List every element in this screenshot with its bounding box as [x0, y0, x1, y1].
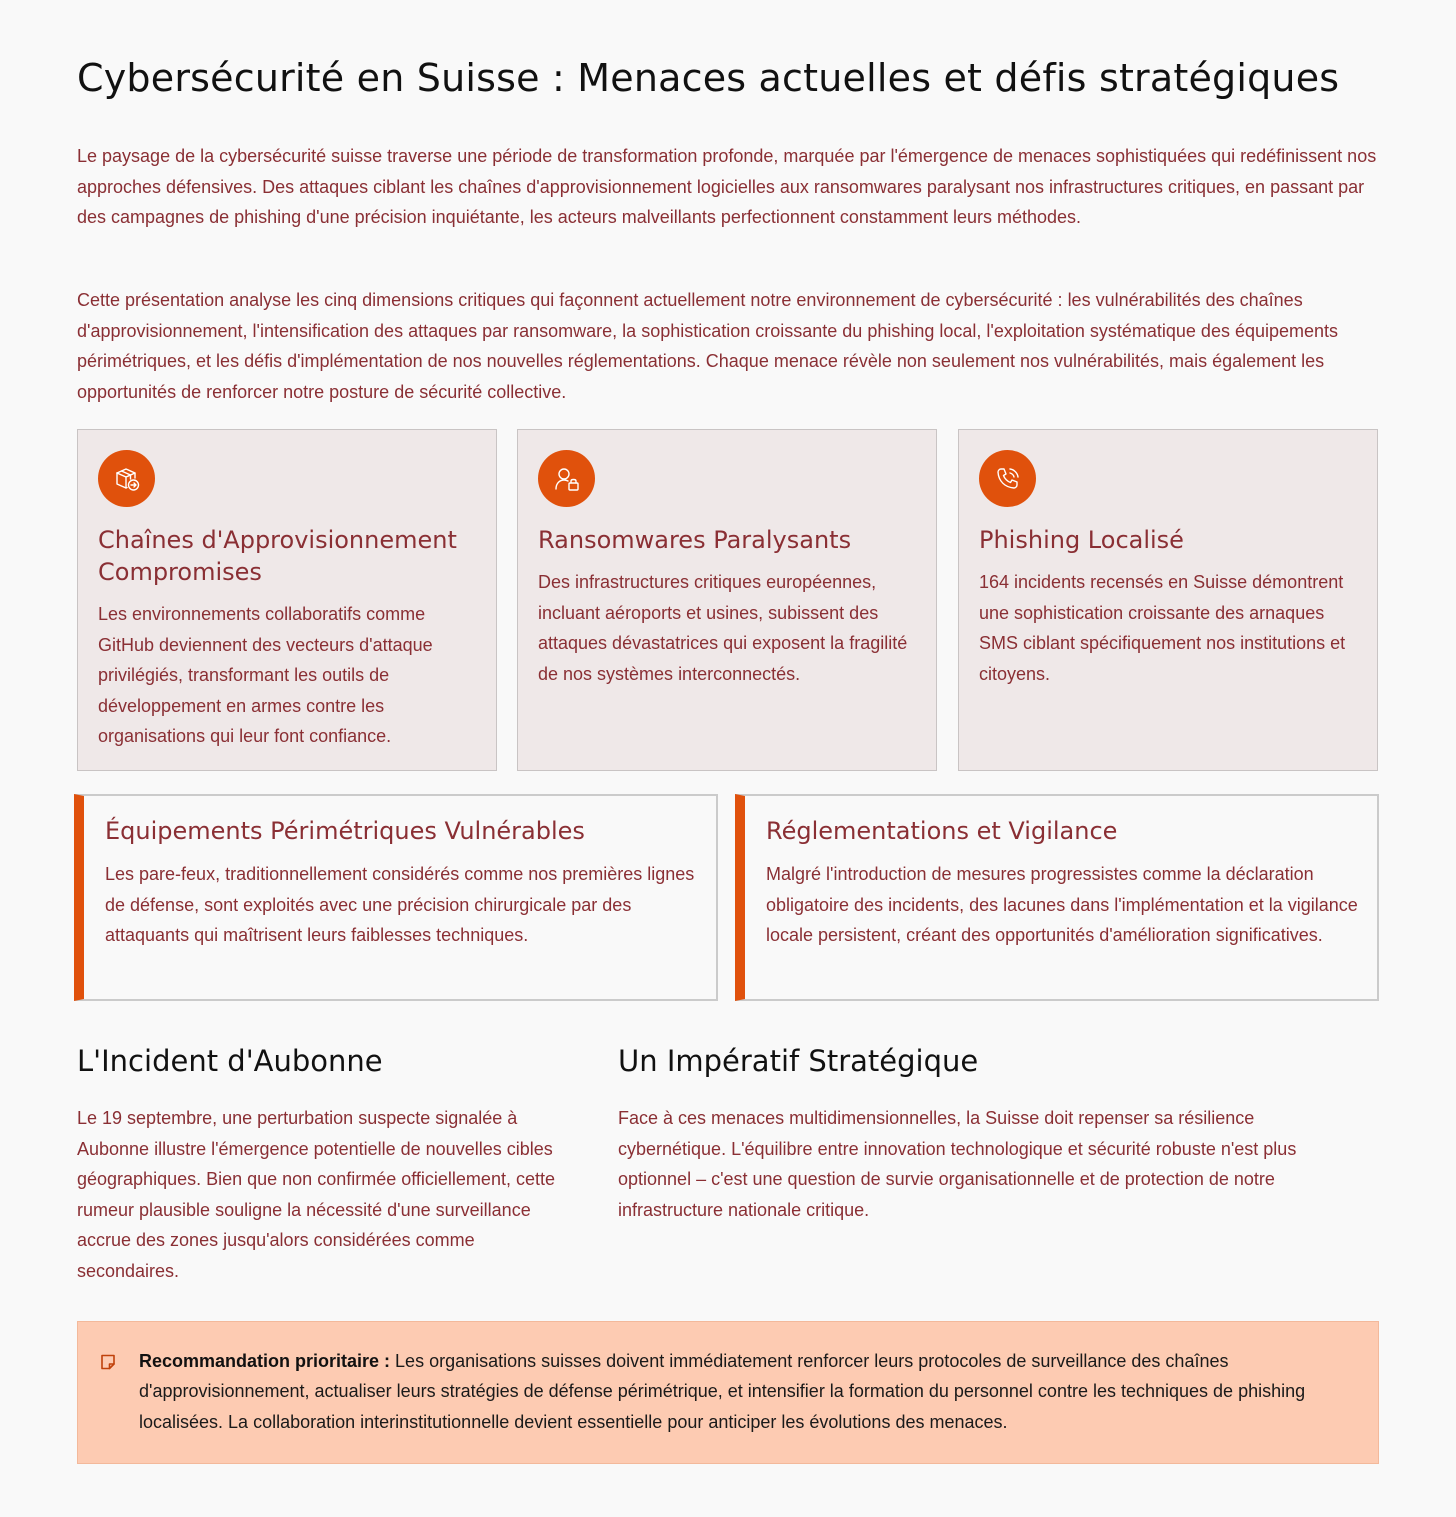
recommendation-callout — [77, 1321, 1379, 1464]
intro-paragraph: Le paysage de la cybersécurité suisse traverse une période de transformation profonde, marquée par l'émergence de menaces sophistiquées qui redéfinissent nos approches défensives. Des attaques ciblant les chaînes d'approvisionnement logicielles aux ransomwares paralysant nos infrastructures critiques, en passant par des campagnes de phishing d'une précision inquiétante, les acteurs malveillants perfectionnent constamment leurs méthodes. — [77, 146, 1377, 227]
recommendation-body: Les organisations suisses doivent immédiatement renforcer leurs protocoles de surveillance des chaînes d'approvisionnement, actualiser leurs stratégies de défense périmétrique, et intensifier la formation du personnel contre les techniques de phishing localisées. La collaboration interinstitutionnelle devient essentielle pour anticiper les évolutions des menaces. — [139, 1351, 1306, 1432]
card-text: Les pare-feux, traditionnellement considérés comme nos premières lignes de défense, sont exploités avec une précision chirurgicale par des attaquants qui maîtrisent leurs faiblesses techniques. — [105, 864, 695, 945]
section-text: Le 19 septembre, une perturbation suspecte signalée à Aubonne illustre l'émergence potentielle de nouvelles cibles géographiques. Bien que non confirmée officiellement, cette rumeur plausible souligne la nécessité d'une surveillance accrue des zones jusqu'alors considérées comme secondaires. — [77, 1108, 555, 1281]
user-lock-icon — [538, 450, 595, 507]
card-text: Les environnements collaboratifs comme GitHub deviennent des vecteurs d'attaque privilégiés, transformant les outils de développement en armes contre les organisations qui leur font confiance. — [98, 604, 433, 747]
card-title: Équipements Périmétriques Vulnérables — [105, 817, 585, 845]
phone-call-icon — [979, 450, 1036, 507]
page-title: Cybersécurité en Suisse : Menaces actuelles et défis stratégiques — [77, 56, 1340, 100]
threat-card-supply-chain — [77, 429, 497, 771]
intro-paragraph: Cette présentation analyse les cinq dimensions critiques qui façonnent actuellement notre environnement de cybersécurité : les vulnérabilités des chaînes d'approvisionnement, l'intensification des attaques par ransomware, la sophistication croissante du phishing local, l'exploitation systématique des équipements périmétriques, et les défis d'implémentation de nos nouvelles réglementations. Chaque menace révèle non seulement nos vulnérabilités, mais également les opportunités de renforcer notre posture de sécurité collective. — [77, 290, 1339, 402]
card-title: Réglementations et Vigilance — [766, 817, 1118, 845]
section-strategic — [618, 1040, 1358, 1225]
recommendation-text — [139, 1346, 1339, 1437]
section-title: L'Incident d'Aubonne — [77, 1044, 383, 1078]
card-title: Chaînes d'Approvisionnement Compromises — [98, 526, 457, 586]
card-text: 164 incidents recensés en Suisse démontrent une sophistication croissante des arnaques SMS ciblant spécifiquement nos institutions et citoyens. — [979, 572, 1346, 684]
card-text: Malgré l'introduction de mesures progressistes comme la déclaration obligatoire des incidents, des lacunes dans l'implémentation et la vigilance locale persistent, créant des opportunités d'amélioration significatives. — [766, 864, 1358, 945]
threat-card-phishing — [958, 429, 1378, 771]
package-arrow-icon — [98, 450, 155, 507]
threat-card-regulation — [735, 794, 1379, 1001]
recommendation-label: Recommandation prioritaire : — [139, 1351, 391, 1371]
section-aubonne — [77, 1040, 577, 1286]
threat-card-ransomware — [517, 429, 937, 771]
card-title: Phishing Localisé — [979, 526, 1184, 554]
card-title: Ransomwares Paralysants — [538, 526, 852, 554]
threat-card-perimeter — [74, 794, 718, 1001]
card-text: Des infrastructures critiques européennes, incluant aéroports et usines, subissent des attaques dévastatrices qui exposent la fragilité de nos systèmes interconnectés. — [538, 572, 908, 684]
section-text: Face à ces menaces multidimensionnelles, la Suisse doit repenser sa résilience cybernétique. L'équilibre entre innovation technologique et sécurité robuste n'est plus optionnel – c'est une question de survie organisationnelle et de protection de notre infrastructure nationale critique. — [618, 1108, 1297, 1220]
note-icon — [99, 1353, 117, 1371]
section-title: Un Impératif Stratégique — [618, 1044, 979, 1078]
